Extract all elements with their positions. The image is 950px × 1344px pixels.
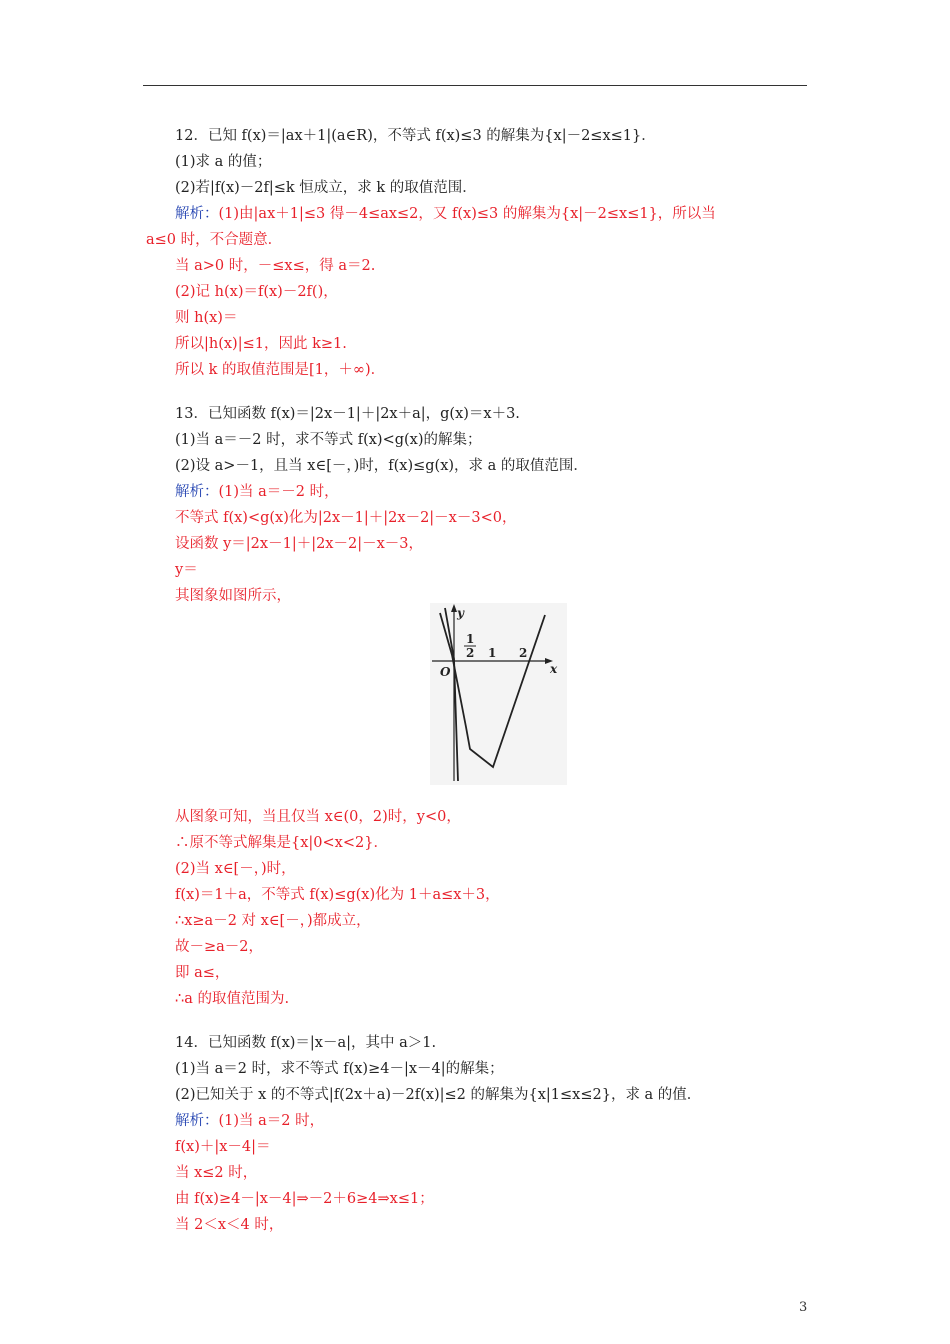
line-text: y＝ — [175, 562, 198, 578]
line-text: 从图象可知，当且仅当 x∈(0，2)时，y<0， — [175, 809, 461, 825]
line-text: f(x)＝1＋a，不等式 f(x)≤g(x)化为 1＋a≤x＋3， — [175, 887, 500, 903]
line-text: 14．已知函数 f(x)＝|x－a|，其中 a＞1. — [175, 1035, 437, 1051]
text-line — [175, 283, 338, 301]
line-text: a≤0 时，不合题意． — [146, 232, 283, 248]
text-line — [175, 179, 477, 197]
text-line — [175, 1138, 271, 1156]
text-line — [175, 1164, 257, 1182]
text-line — [175, 205, 716, 223]
line-text: 所以 k 的取值范围是[1，＋∞)． — [175, 362, 386, 378]
line-text: (1)当 a＝－2 时， — [218, 484, 339, 500]
axis-x-label: x — [550, 662, 558, 676]
line-text: 所以|h(x)|≤1，因此 k≥1. — [175, 336, 347, 352]
line-text: (1)由|ax＋1|≤3 得－4≤ax≤2，又 f(x)≤3 的解集为{x|－2≤x≤1}，所以当 — [218, 206, 716, 222]
function-graph — [430, 603, 567, 785]
half-denominator: 2 — [466, 646, 475, 660]
line-text: ∴x≥a－2 对 x∈[－，)都成立， — [175, 913, 371, 929]
text-line — [175, 361, 385, 379]
analysis-label: 解析： — [175, 1113, 219, 1129]
text-line — [175, 990, 289, 1008]
line-text: ∴a 的取值范围为. — [175, 991, 290, 1007]
line-text: 当 x≤2 时， — [175, 1165, 258, 1181]
line-text: 13．已知函数 f(x)＝|2x－1|＋|2x＋a|，g(x)＝x＋3. — [175, 406, 520, 422]
text-line — [175, 257, 375, 275]
text-line — [175, 1190, 434, 1208]
tick-label-1: 1 — [488, 646, 497, 660]
text-line — [175, 834, 388, 852]
origin-label: O — [440, 665, 451, 679]
function-curve-left-branch — [445, 608, 458, 781]
text-line — [175, 860, 296, 878]
text-line — [175, 509, 516, 527]
text-line — [175, 309, 237, 327]
line-text: 设函数 y＝|2x－1|＋|2x－2|－x－3， — [175, 536, 424, 552]
text-line — [175, 587, 291, 605]
line-text: f(x)＋|x－4|＝ — [175, 1139, 271, 1155]
text-line — [175, 886, 500, 904]
analysis-label: 解析： — [175, 206, 219, 222]
line-text: ∴原不等式解集是{x|0<x<2}． — [175, 835, 388, 851]
line-text: (1)当 a＝2 时，求不等式 f(x)≥4－|x－4|的解集； — [175, 1061, 504, 1077]
text-line — [175, 1060, 504, 1078]
line-text: 不等式 f(x)<g(x)化为|2x－1|＋|2x－2|－x－3<0， — [175, 510, 517, 526]
line-text: (2)记 h(x)＝f(x)－2f()， — [175, 284, 338, 300]
header-rule — [143, 85, 807, 86]
text-line — [175, 1086, 701, 1104]
line-text: 故－≥a－2， — [175, 939, 264, 955]
line-text: 12．已知 f(x)＝|ax＋1|(a∈R)，不等式 f(x)≤3 的解集为{x|－2≤x≤1}． — [175, 128, 656, 144]
text-line — [175, 127, 656, 145]
text-line — [175, 431, 482, 449]
text-line — [175, 335, 347, 353]
text-line — [175, 912, 371, 930]
line-text: (2)当 x∈[－，)时， — [175, 861, 296, 877]
text-line — [175, 483, 339, 501]
line-text: (1)求 a 的值； — [175, 154, 272, 170]
line-text: 其图象如图所示， — [175, 588, 291, 604]
text-line — [175, 457, 588, 475]
text-line — [175, 1034, 436, 1052]
text-line — [175, 535, 423, 553]
text-line — [175, 1216, 283, 1234]
text-line — [175, 405, 520, 423]
line-text: 由 f(x)≥4－|x－4|⇒－2＋6≥4⇒x≤1； — [175, 1191, 434, 1207]
tick-label-2: 2 — [519, 646, 528, 660]
line-text: (2)已知关于 x 的不等式|f(2x＋a)－2f(x)|≤2 的解集为{x|1≤x≤2}，求 a 的值． — [175, 1087, 702, 1103]
text-line — [146, 231, 282, 249]
text-line — [175, 153, 271, 171]
line-text: 当 a>0 时，－≤x≤，得 a＝2. — [175, 258, 376, 274]
line-text: (1)当 a＝2 时， — [218, 1113, 325, 1129]
page-number: 3 — [799, 1300, 808, 1315]
line-text: (2)若|f(x)－2f|≤k 恒成立，求 k 的取值范围． — [175, 180, 477, 196]
axis-y-label: y — [457, 606, 464, 620]
text-line — [175, 1112, 324, 1130]
line-text: 当 2＜x＜4 时， — [175, 1217, 284, 1233]
text-line — [175, 964, 229, 982]
text-line — [175, 808, 461, 826]
text-line — [175, 561, 198, 579]
line-text: (1)当 a＝－2 时，求不等式 f(x)<g(x)的解集； — [175, 432, 482, 448]
line-text: 则 h(x)＝ — [175, 310, 238, 326]
half-numerator: 1 — [466, 632, 475, 646]
analysis-label: 解析： — [175, 484, 219, 500]
text-line — [175, 938, 263, 956]
line-text: 即 a≤， — [175, 965, 230, 981]
line-text: (2)设 a>－1，且当 x∈[－，)时，f(x)≤g(x)，求 a 的取值范围． — [175, 458, 588, 474]
